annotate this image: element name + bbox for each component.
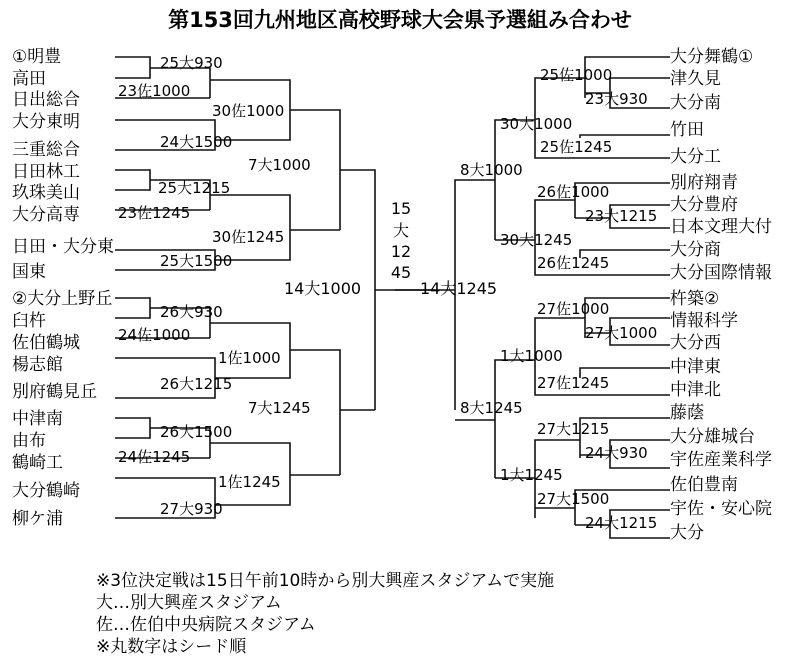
- game-label: 25佐1245: [540, 138, 613, 156]
- game-label: 23大930: [585, 90, 648, 108]
- final-game-part: 45: [390, 263, 412, 282]
- final-game-part: 12: [390, 242, 412, 261]
- game-label: 1佐1000: [218, 349, 281, 367]
- game-label: 25大1215: [158, 179, 231, 197]
- note-line: 大…別大興産スタジアム: [96, 593, 282, 613]
- note-line: 佐…佐伯中央病院スタジアム: [96, 615, 316, 635]
- team-name: 別府鶴見丘: [12, 382, 97, 402]
- game-label: 7大1245: [248, 399, 311, 417]
- team-name: 臼杵: [12, 311, 46, 331]
- team-name: 大分雄城台: [670, 427, 755, 447]
- team-name: 杵築②: [670, 289, 720, 309]
- game-label: 1佐1245: [218, 473, 281, 491]
- game-label: 23大1215: [585, 207, 658, 225]
- team-name: 大分工: [670, 147, 721, 167]
- team-name: 宇佐・安心院: [670, 499, 772, 519]
- team-name: 情報科学: [670, 311, 738, 331]
- team-name: 佐伯豊南: [670, 475, 738, 495]
- left-game-labels: [118, 54, 361, 518]
- game-label: 1大1000: [500, 347, 563, 365]
- team-name: 日出総合: [12, 90, 80, 110]
- team-name: 竹田: [670, 120, 704, 140]
- team-name: 高田: [12, 69, 46, 89]
- team-name: 大分西: [670, 333, 721, 353]
- team-name: 鶴崎工: [12, 453, 63, 473]
- final-game-part: 大: [392, 221, 410, 240]
- game-label: 24大1500: [160, 133, 233, 151]
- game-label: 25大1500: [160, 252, 233, 270]
- game-label: 1大1245: [500, 466, 563, 484]
- team-name: 中津南: [12, 409, 63, 429]
- team-name: ②大分上野丘: [12, 289, 113, 309]
- game-label: 30大1000: [500, 115, 573, 133]
- team-name: 宇佐産業科学: [670, 450, 772, 470]
- team-name: 藤蔭: [670, 403, 704, 423]
- team-name: 別府翔青: [670, 173, 738, 193]
- game-label: 14大1245: [420, 279, 498, 298]
- left-team-list: [12, 47, 114, 529]
- team-name: 大分東明: [12, 112, 80, 132]
- bracket-line: [115, 298, 150, 318]
- team-name: 日田林工: [12, 162, 80, 182]
- bracket-line: [495, 120, 535, 240]
- team-name: 中津北: [670, 380, 721, 400]
- team-name: ①明豊: [12, 47, 62, 67]
- game-label: 27大930: [160, 500, 223, 518]
- game-label: 14大1000: [284, 279, 362, 298]
- game-label: 30大1245: [500, 231, 573, 249]
- game-label: 25佐1000: [540, 66, 613, 84]
- right-team-list: [670, 47, 772, 543]
- team-name: 柳ケ浦: [12, 509, 63, 529]
- game-label: 26大930: [160, 303, 223, 321]
- bracket-line: [115, 170, 150, 190]
- game-label: 26大1215: [160, 375, 233, 393]
- final-game-label: [391, 199, 411, 282]
- bracket-line: [115, 418, 150, 438]
- note-line: ※丸数字はシード順: [96, 637, 247, 656]
- game-label: 24佐1245: [118, 448, 191, 466]
- notes: [96, 571, 554, 656]
- game-label: 7大1000: [248, 156, 311, 174]
- team-name: 日田・大分東: [12, 237, 114, 257]
- game-label: 23佐1000: [118, 82, 191, 100]
- bracket-line: [495, 360, 535, 478]
- game-label: 30佐1000: [212, 102, 285, 120]
- game-label: 24大930: [585, 444, 648, 462]
- game-label: 30佐1245: [212, 228, 285, 246]
- team-name: 日本文理大付: [670, 217, 772, 237]
- game-label: 26大1500: [160, 423, 233, 441]
- team-name: 大分: [670, 523, 704, 543]
- game-label: 27大1000: [585, 324, 658, 342]
- game-label: 8大1000: [460, 161, 523, 179]
- note-line: ※3位決定戦は15日午前10時から別大興産スタジアムで実施: [96, 571, 555, 591]
- game-label: 8大1245: [460, 399, 523, 417]
- team-name: 国東: [12, 262, 46, 282]
- game-label: 24佐1000: [118, 326, 191, 344]
- team-name: 大分南: [670, 93, 721, 113]
- game-label: 27佐1245: [537, 374, 610, 392]
- diagram-title: 第153回九州地区高校野球大会県予選組み合わせ: [168, 8, 632, 32]
- final-game-part: 15: [390, 199, 412, 218]
- team-name: 中津東: [670, 357, 721, 377]
- team-name: 津久見: [670, 69, 721, 89]
- team-name: 大分豊府: [670, 195, 738, 215]
- game-label: 27大1500: [537, 490, 610, 508]
- team-name: 大分高専: [12, 205, 80, 225]
- team-name: 由布: [12, 431, 46, 451]
- team-name: 三重総合: [12, 140, 80, 160]
- team-name: 玖珠美山: [12, 183, 80, 203]
- bracket-line: [115, 57, 150, 78]
- team-name: 楊志館: [12, 355, 63, 375]
- game-label: 24大1215: [585, 514, 658, 532]
- team-name: 大分舞鶴①: [670, 47, 754, 67]
- team-name: 大分鶴崎: [12, 481, 80, 501]
- game-label: 25大930: [160, 54, 223, 72]
- game-label: 26佐1245: [537, 254, 610, 272]
- game-label: 27大1215: [537, 420, 610, 438]
- game-label: 26佐1000: [537, 183, 610, 201]
- game-label: 27佐1000: [537, 300, 610, 318]
- game-label: 23佐1245: [118, 204, 191, 222]
- team-name: 大分商: [670, 240, 721, 260]
- team-name: 佐伯鶴城: [12, 333, 80, 353]
- team-name: 大分国際情報: [670, 263, 772, 283]
